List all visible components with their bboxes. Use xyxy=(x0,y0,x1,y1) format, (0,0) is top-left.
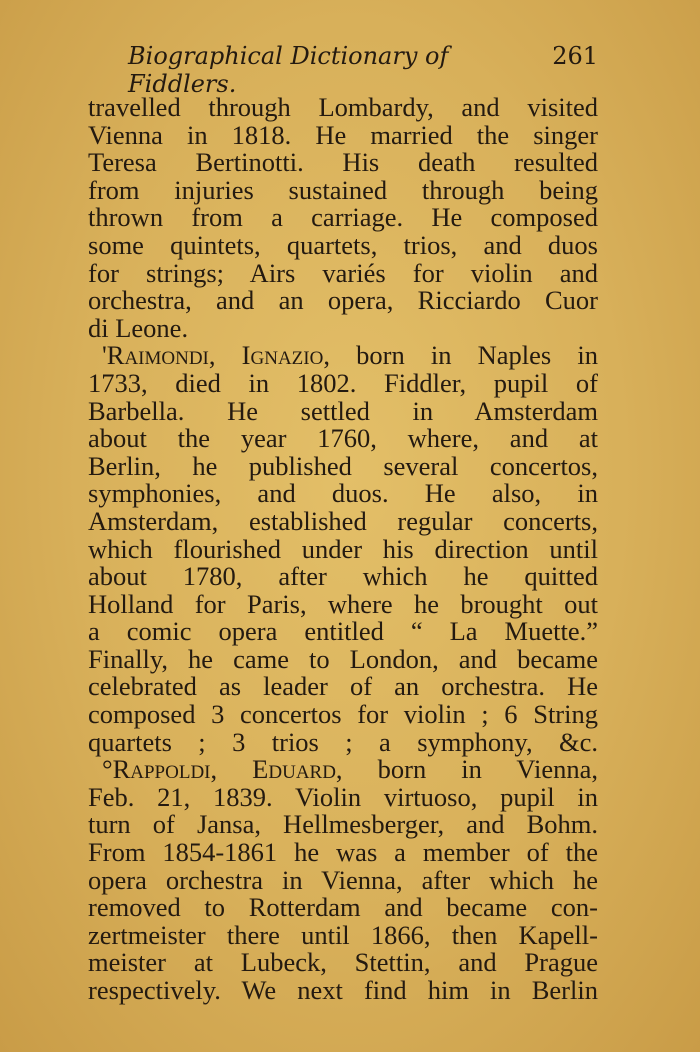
text-line: composed 3 concertos for violin ; 6 String xyxy=(88,699,598,730)
text-line: removed to Rotterdam and became con- xyxy=(88,892,598,923)
running-header xyxy=(128,42,598,98)
entry-continuation xyxy=(88,94,598,342)
text-line: 1733, died in 1802. Fiddler, pupil of xyxy=(88,367,598,398)
text-line: meister at Lubeck, Stettin, and Prague xyxy=(88,947,598,978)
text-line: symphonies, and duos. He also, in xyxy=(88,478,598,509)
entry-raimondi xyxy=(88,342,598,756)
text-line: about 1780, after which he quitted xyxy=(88,561,598,592)
text-line: some quintets, quartets, trios, and duos xyxy=(88,229,598,260)
text-line: Finally, he came to London, and became xyxy=(88,643,598,674)
text-line: di Leone. xyxy=(88,312,189,343)
text-line: which flourished under his direction until xyxy=(88,533,598,564)
text-line: Amsterdam, established regular concerts, xyxy=(88,505,598,536)
text-line: Berlin, he published several concertos, xyxy=(88,450,598,481)
text-line: a comic opera entitled “ La Muette.” xyxy=(88,616,598,647)
entry-first-line xyxy=(88,756,598,784)
text-line: Teresa Bertinotti. His death resulted xyxy=(88,147,598,178)
text-line: quartets ; 3 trios ; a symphony, &c. xyxy=(88,726,598,757)
text-line: From 1854-1861 he was a member of the xyxy=(88,837,598,868)
text-line: opera orchestra in Vienna, after which he xyxy=(88,864,598,895)
text-line: Feb. 21, 1839. Violin virtuoso, pupil in xyxy=(88,781,598,812)
text-line: for strings; Airs variés for violin and xyxy=(88,257,598,288)
text-line: from injuries sustained through being xyxy=(88,174,598,205)
running-title: Biographical Dictionary of Fiddlers. xyxy=(128,42,449,98)
text-line: respectively. We next find him in Berlin xyxy=(88,975,598,1005)
text-line: zertmeister there until 1866, then Kapell- xyxy=(88,919,598,950)
body-text xyxy=(88,94,598,1005)
text-line: celebrated as leader of an orchestra. He xyxy=(88,671,598,702)
text-line: Holland for Paris, where he brought out xyxy=(88,588,598,619)
text-line: orchestra, and an opera, Ricciardo Cuor xyxy=(88,285,598,316)
text-line: Vienna in 1818. He married the singer xyxy=(88,119,598,150)
entry-name: 'Raimondi, Ignazio, xyxy=(102,340,330,371)
text-line: travelled through Lombardy, and visited xyxy=(88,92,598,122)
page-number: 261 xyxy=(552,42,598,70)
entry-first-line-text: born in Naples in xyxy=(329,340,599,371)
entry-first-line-text: born in Vienna, xyxy=(342,754,598,785)
entry-rappoldi xyxy=(88,756,598,1004)
text-line: turn of Jansa, Hellmesberger, and Bohm. xyxy=(88,809,598,840)
text-line: about the year 1760, where, and at xyxy=(88,423,598,454)
text-line: Barbella. He settled in Amsterdam xyxy=(88,395,598,426)
entry-first-line xyxy=(88,342,598,370)
entry-name: °Rappoldi, Eduard, xyxy=(102,754,343,785)
text-line: thrown from a carriage. He composed xyxy=(88,202,598,233)
